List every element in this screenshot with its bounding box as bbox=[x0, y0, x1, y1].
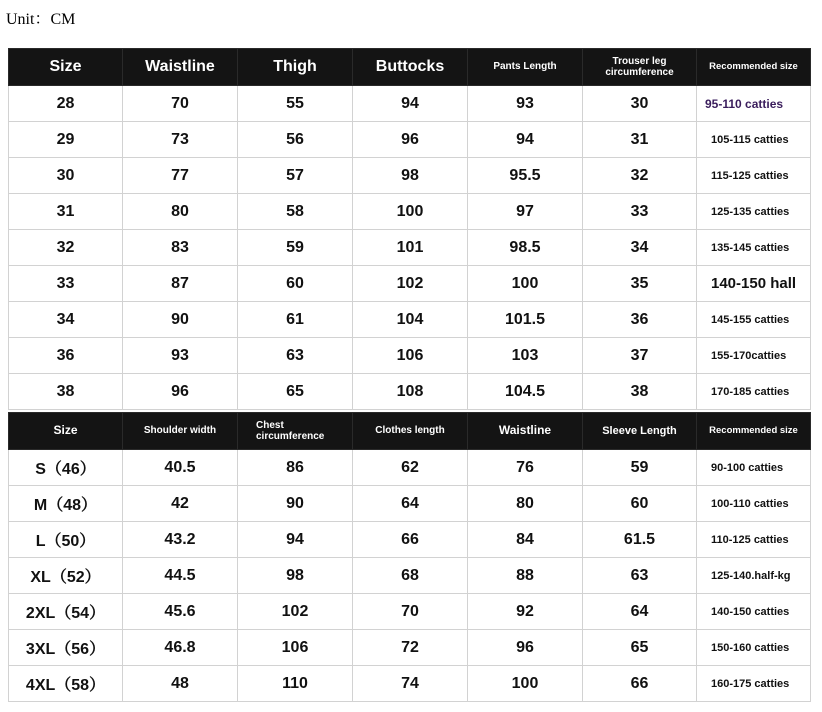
tops-header-clothes-length: Clothes length bbox=[353, 413, 468, 450]
measurement-cell: 108 bbox=[353, 374, 468, 410]
size-cell: L（50） bbox=[9, 522, 123, 558]
recommended-size-cell: 135-145 catties bbox=[697, 230, 811, 266]
measurement-cell: 84 bbox=[468, 522, 583, 558]
measurement-cell: 70 bbox=[353, 594, 468, 630]
measurement-cell: 74 bbox=[353, 666, 468, 702]
measurement-cell: 68 bbox=[353, 558, 468, 594]
measurement-cell: 106 bbox=[353, 338, 468, 374]
measurement-cell: 94 bbox=[353, 86, 468, 122]
measurement-cell: 90 bbox=[238, 486, 353, 522]
table-row bbox=[9, 558, 811, 594]
measurement-cell: 60 bbox=[238, 266, 353, 302]
measurement-cell: 106 bbox=[238, 630, 353, 666]
measurement-cell: 45.6 bbox=[123, 594, 238, 630]
size-cell: 38 bbox=[9, 374, 123, 410]
measurement-cell: 65 bbox=[583, 630, 697, 666]
tops-table-body bbox=[9, 450, 811, 702]
measurement-cell: 98 bbox=[238, 558, 353, 594]
measurement-cell: 97 bbox=[468, 194, 583, 230]
tops-header-size: Size bbox=[9, 413, 123, 450]
measurement-cell: 42 bbox=[123, 486, 238, 522]
tops-header-chest: Chest circumference bbox=[238, 413, 353, 450]
measurement-cell: 32 bbox=[583, 158, 697, 194]
size-cell: 31 bbox=[9, 194, 123, 230]
measurement-cell: 64 bbox=[583, 594, 697, 630]
recommended-size-cell: 95-110 catties bbox=[697, 86, 811, 122]
measurement-cell: 73 bbox=[123, 122, 238, 158]
measurement-cell: 31 bbox=[583, 122, 697, 158]
measurement-cell: 44.5 bbox=[123, 558, 238, 594]
table-row bbox=[9, 338, 811, 374]
measurement-cell: 102 bbox=[353, 266, 468, 302]
measurement-cell: 83 bbox=[123, 230, 238, 266]
measurement-cell: 86 bbox=[238, 450, 353, 486]
measurement-cell: 100 bbox=[468, 666, 583, 702]
recommended-size-cell: 115-125 catties bbox=[697, 158, 811, 194]
recommended-size-cell: 170-185 catties bbox=[697, 374, 811, 410]
measurement-cell: 101.5 bbox=[468, 302, 583, 338]
measurement-cell: 59 bbox=[238, 230, 353, 266]
measurement-cell: 94 bbox=[238, 522, 353, 558]
measurement-cell: 38 bbox=[583, 374, 697, 410]
recommended-size-cell: 100-110 catties bbox=[697, 486, 811, 522]
tops-header-row bbox=[9, 413, 811, 450]
measurement-cell: 102 bbox=[238, 594, 353, 630]
measurement-cell: 61 bbox=[238, 302, 353, 338]
recommended-size-cell: 140-150 hall bbox=[697, 266, 811, 302]
measurement-cell: 66 bbox=[583, 666, 697, 702]
recommended-size-cell: 140-150 catties bbox=[697, 594, 811, 630]
measurement-cell: 101 bbox=[353, 230, 468, 266]
recommended-size-cell: 145-155 catties bbox=[697, 302, 811, 338]
table-row bbox=[9, 522, 811, 558]
pants-header-recommended: Recommended size bbox=[697, 49, 811, 86]
table-row bbox=[9, 194, 811, 230]
measurement-cell: 40.5 bbox=[123, 450, 238, 486]
pants-header-row bbox=[9, 49, 811, 86]
measurement-cell: 72 bbox=[353, 630, 468, 666]
table-row bbox=[9, 630, 811, 666]
pants-size-table bbox=[8, 48, 811, 410]
pants-header-trouser-leg: Trouser leg circumference bbox=[583, 49, 697, 86]
measurement-cell: 76 bbox=[468, 450, 583, 486]
recommended-size-cell: 155-170catties bbox=[697, 338, 811, 374]
table-row bbox=[9, 666, 811, 702]
measurement-cell: 96 bbox=[123, 374, 238, 410]
recommended-size-cell: 125-140.half-kg bbox=[697, 558, 811, 594]
table-row bbox=[9, 122, 811, 158]
measurement-cell: 62 bbox=[353, 450, 468, 486]
table-row bbox=[9, 450, 811, 486]
measurement-cell: 66 bbox=[353, 522, 468, 558]
measurement-cell: 59 bbox=[583, 450, 697, 486]
measurement-cell: 93 bbox=[468, 86, 583, 122]
measurement-cell: 80 bbox=[123, 194, 238, 230]
measurement-cell: 57 bbox=[238, 158, 353, 194]
measurement-cell: 110 bbox=[238, 666, 353, 702]
size-cell: 32 bbox=[9, 230, 123, 266]
recommended-size-cell: 90-100 catties bbox=[697, 450, 811, 486]
tops-header-sleeve: Sleeve Length bbox=[583, 413, 697, 450]
tops-header-shoulder: Shoulder width bbox=[123, 413, 238, 450]
measurement-cell: 61.5 bbox=[583, 522, 697, 558]
measurement-cell: 104.5 bbox=[468, 374, 583, 410]
pants-table-body bbox=[9, 86, 811, 410]
measurement-cell: 96 bbox=[353, 122, 468, 158]
table-row bbox=[9, 158, 811, 194]
measurement-cell: 93 bbox=[123, 338, 238, 374]
pants-header-buttocks: Buttocks bbox=[353, 49, 468, 86]
measurement-cell: 87 bbox=[123, 266, 238, 302]
measurement-cell: 100 bbox=[353, 194, 468, 230]
measurement-cell: 34 bbox=[583, 230, 697, 266]
measurement-cell: 92 bbox=[468, 594, 583, 630]
size-cell: 36 bbox=[9, 338, 123, 374]
measurement-cell: 70 bbox=[123, 86, 238, 122]
measurement-cell: 37 bbox=[583, 338, 697, 374]
unit-label: Unit：CM bbox=[6, 11, 76, 28]
measurement-cell: 96 bbox=[468, 630, 583, 666]
size-cell: M（48） bbox=[9, 486, 123, 522]
measurement-cell: 98.5 bbox=[468, 230, 583, 266]
table-row bbox=[9, 374, 811, 410]
table-row bbox=[9, 302, 811, 338]
recommended-size-cell: 110-125 catties bbox=[697, 522, 811, 558]
table-row bbox=[9, 486, 811, 522]
measurement-cell: 36 bbox=[583, 302, 697, 338]
size-cell: 34 bbox=[9, 302, 123, 338]
measurement-cell: 77 bbox=[123, 158, 238, 194]
measurement-cell: 35 bbox=[583, 266, 697, 302]
measurement-cell: 64 bbox=[353, 486, 468, 522]
size-cell: 4XL（58） bbox=[9, 666, 123, 702]
measurement-cell: 95.5 bbox=[468, 158, 583, 194]
measurement-cell: 100 bbox=[468, 266, 583, 302]
size-cell: S（46） bbox=[9, 450, 123, 486]
measurement-cell: 55 bbox=[238, 86, 353, 122]
tops-size-table bbox=[8, 412, 811, 702]
pants-header-pants-length: Pants Length bbox=[468, 49, 583, 86]
measurement-cell: 88 bbox=[468, 558, 583, 594]
measurement-cell: 33 bbox=[583, 194, 697, 230]
table-row bbox=[9, 86, 811, 122]
pants-header-size: Size bbox=[9, 49, 123, 86]
recommended-size-cell: 105-115 catties bbox=[697, 122, 811, 158]
measurement-cell: 43.2 bbox=[123, 522, 238, 558]
measurement-cell: 103 bbox=[468, 338, 583, 374]
table-row bbox=[9, 594, 811, 630]
recommended-size-cell: 125-135 catties bbox=[697, 194, 811, 230]
measurement-cell: 98 bbox=[353, 158, 468, 194]
measurement-cell: 58 bbox=[238, 194, 353, 230]
recommended-size-cell: 160-175 catties bbox=[697, 666, 811, 702]
measurement-cell: 90 bbox=[123, 302, 238, 338]
size-cell: 3XL（56） bbox=[9, 630, 123, 666]
measurement-cell: 60 bbox=[583, 486, 697, 522]
measurement-cell: 46.8 bbox=[123, 630, 238, 666]
size-cell: 33 bbox=[9, 266, 123, 302]
pants-header-thigh: Thigh bbox=[238, 49, 353, 86]
size-cell: XL（52） bbox=[9, 558, 123, 594]
size-cell: 30 bbox=[9, 158, 123, 194]
table-row bbox=[9, 230, 811, 266]
measurement-cell: 65 bbox=[238, 374, 353, 410]
size-cell: 2XL（54） bbox=[9, 594, 123, 630]
tops-header-recommended: Recommended size bbox=[697, 413, 811, 450]
size-cell: 29 bbox=[9, 122, 123, 158]
measurement-cell: 48 bbox=[123, 666, 238, 702]
measurement-cell: 63 bbox=[238, 338, 353, 374]
recommended-size-cell: 150-160 catties bbox=[697, 630, 811, 666]
measurement-cell: 30 bbox=[583, 86, 697, 122]
measurement-cell: 63 bbox=[583, 558, 697, 594]
measurement-cell: 104 bbox=[353, 302, 468, 338]
table-row bbox=[9, 266, 811, 302]
measurement-cell: 94 bbox=[468, 122, 583, 158]
tops-header-waistline: Waistline bbox=[468, 413, 583, 450]
pants-header-waistline: Waistline bbox=[123, 49, 238, 86]
size-cell: 28 bbox=[9, 86, 123, 122]
measurement-cell: 56 bbox=[238, 122, 353, 158]
measurement-cell: 80 bbox=[468, 486, 583, 522]
